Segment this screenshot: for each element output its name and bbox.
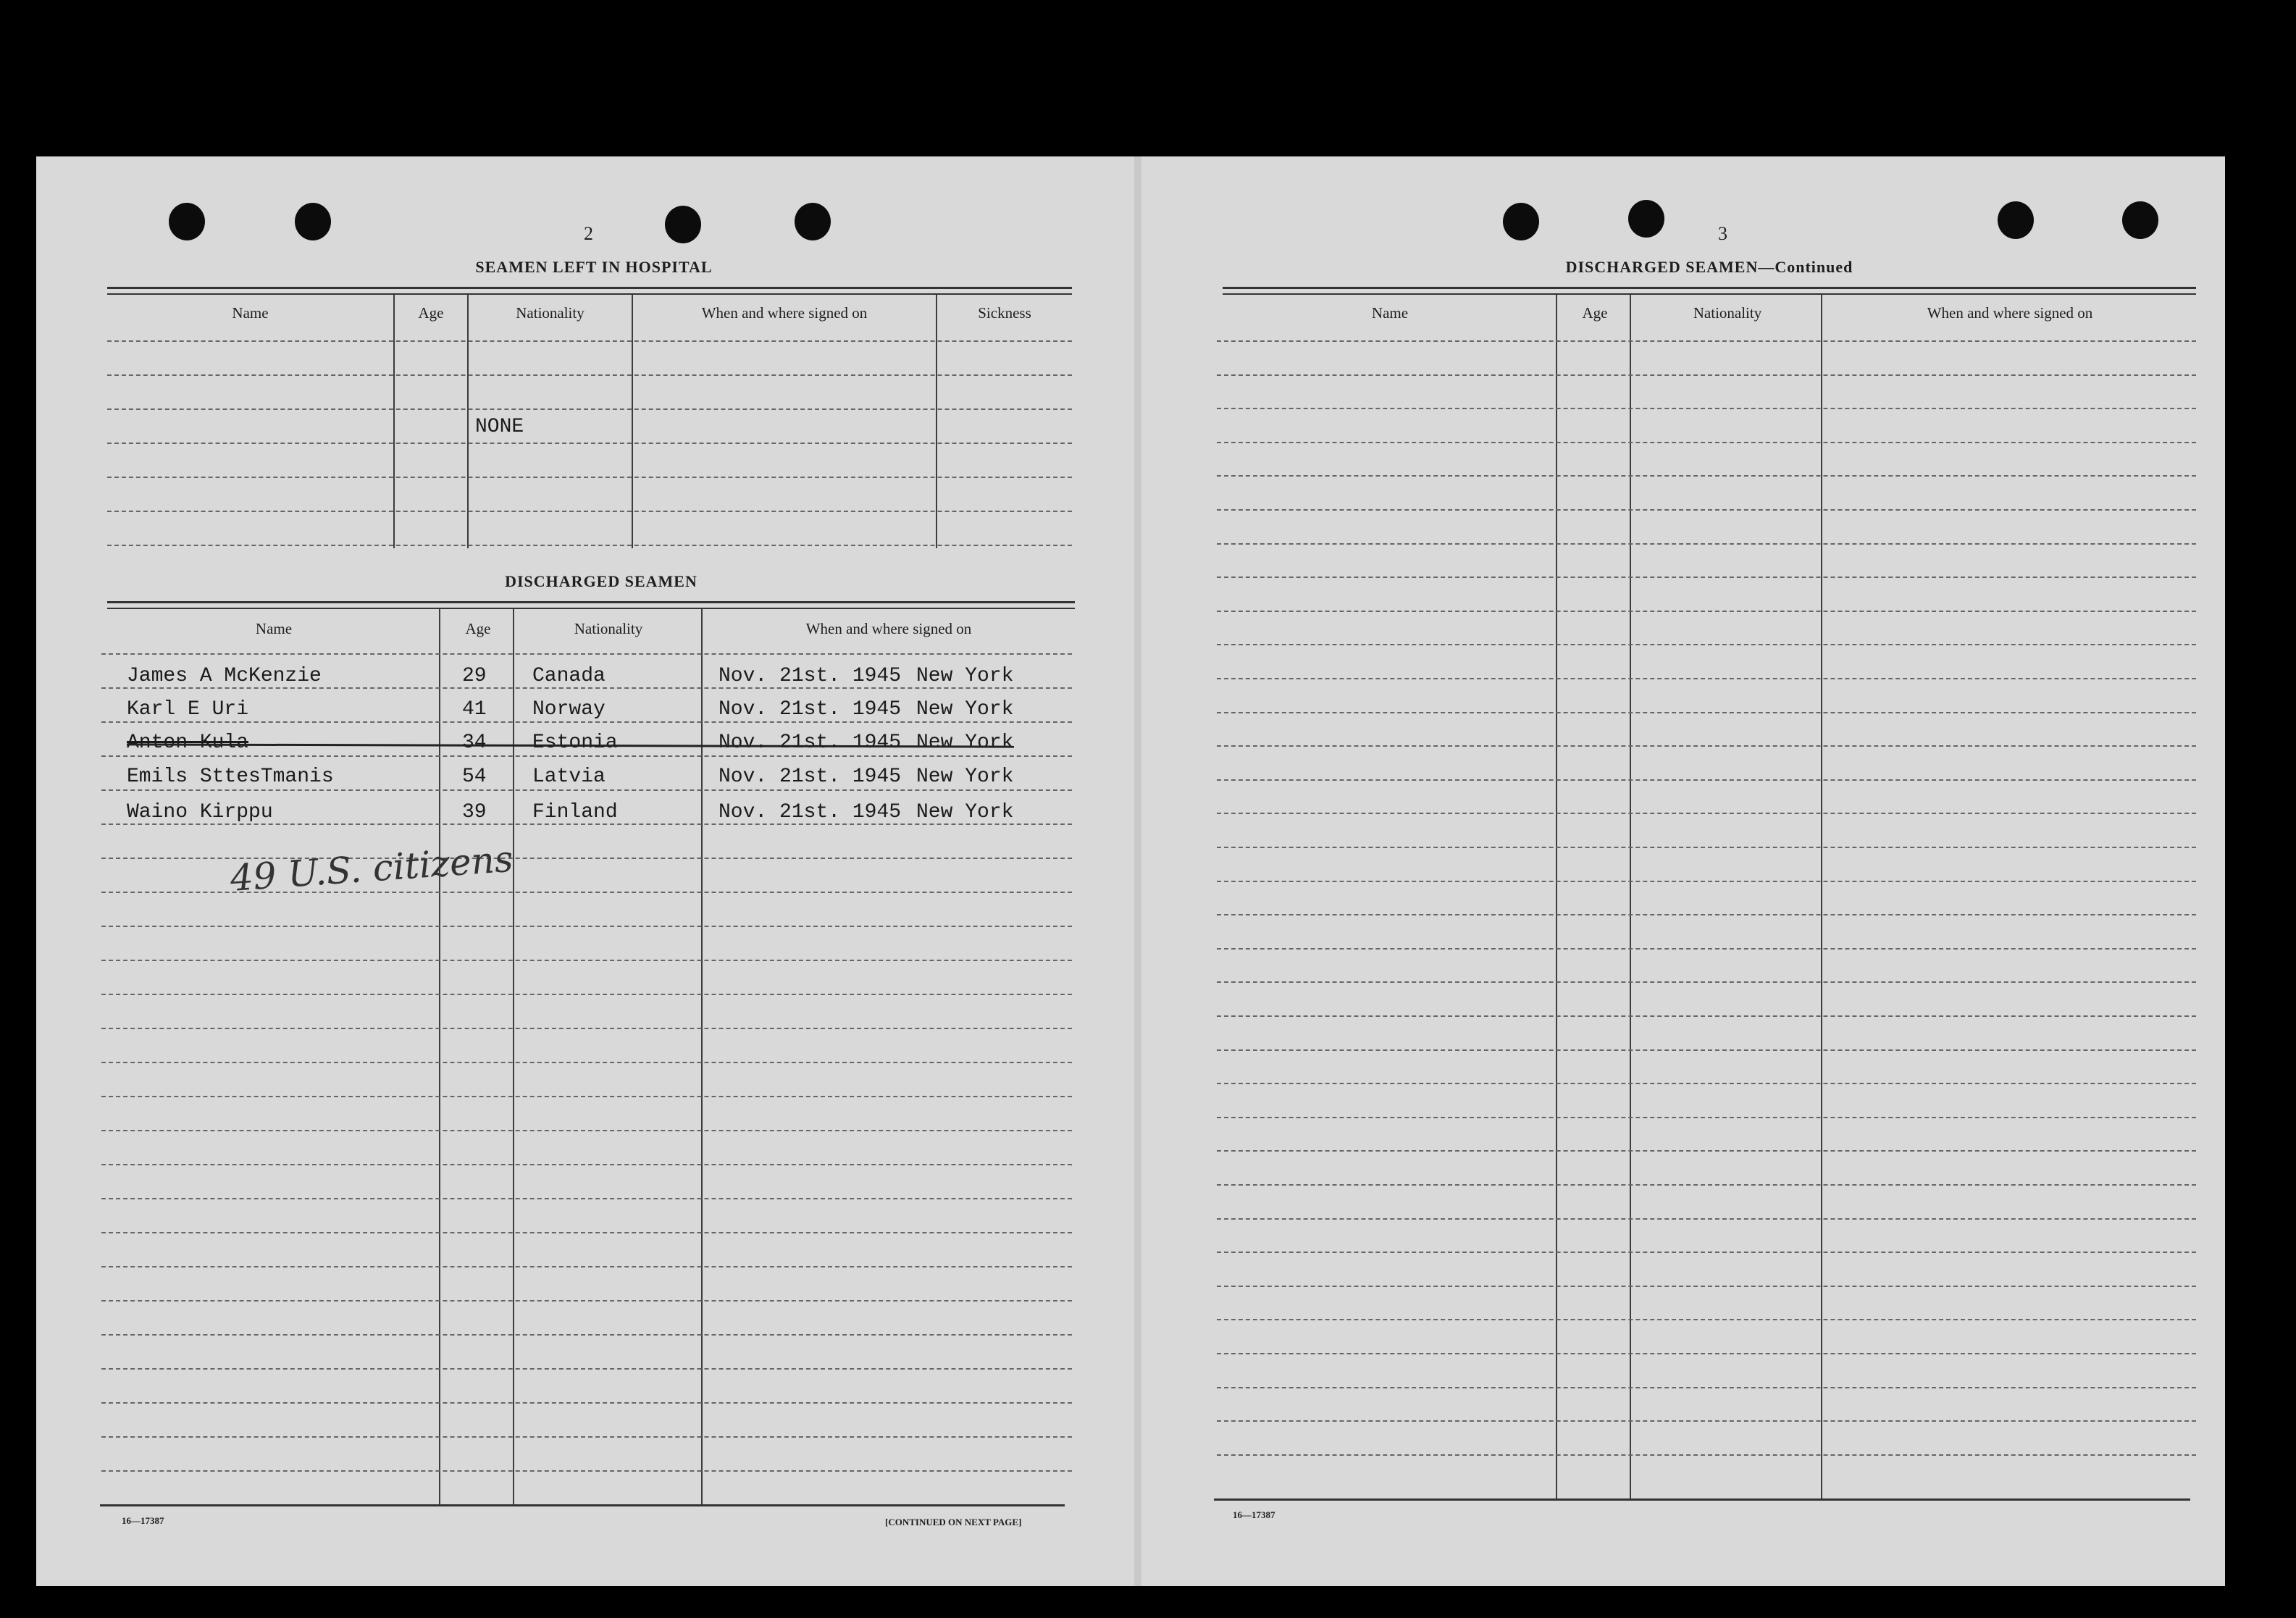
form-number: 16—17387	[1233, 1509, 1275, 1520]
row-rule	[101, 755, 1072, 757]
row-rule	[101, 1470, 1072, 1472]
row-rule	[1217, 745, 2196, 747]
column-header: Sickness	[978, 304, 1031, 322]
row-rule	[1217, 1083, 2196, 1084]
rule	[100, 1504, 1065, 1506]
row-rule	[1217, 1454, 2196, 1456]
row-rule	[101, 926, 1072, 927]
row-rule	[101, 1368, 1072, 1370]
column-header: Name	[1371, 304, 1409, 322]
rule	[1223, 293, 2196, 295]
row-rule	[107, 408, 1072, 410]
row-rule	[101, 1130, 1072, 1131]
seaman-age: 41	[462, 698, 487, 721]
signed-on-date: Nov. 21st. 1945	[718, 698, 902, 721]
row-rule	[107, 443, 1072, 444]
signed-on-place: New York	[916, 665, 1014, 687]
row-rule	[1217, 340, 2196, 342]
row-rule	[101, 823, 1072, 825]
row-rule	[107, 340, 1072, 342]
row-rule	[1217, 611, 2196, 612]
column-header: Nationality	[1693, 304, 1762, 322]
row-rule	[1217, 577, 2196, 578]
row-rule	[107, 374, 1072, 376]
page-number: 2	[584, 223, 593, 244]
seaman-name: Karl E Uri	[127, 698, 249, 721]
seaman-nationality: Canada	[532, 665, 606, 687]
rule	[107, 601, 1075, 603]
row-rule	[101, 1334, 1072, 1336]
row-rule	[101, 687, 1072, 689]
row-rule	[1217, 1353, 2196, 1354]
signed-on-place: New York	[916, 732, 1014, 754]
seaman-nationality: Latvia	[532, 766, 606, 788]
seaman-nationality: Estonia	[532, 732, 618, 754]
column-header: Nationality	[516, 304, 585, 322]
rule	[1214, 1498, 2190, 1501]
seaman-name: Anton Kula	[127, 732, 249, 754]
seaman-age: 29	[462, 665, 487, 687]
seaman-name: James A McKenzie	[127, 665, 322, 687]
column-header: When and where signed on	[701, 304, 868, 322]
column-header: Name	[255, 620, 293, 637]
row-rule	[1217, 1218, 2196, 1220]
row-rule	[1217, 442, 2196, 443]
punch-hole	[795, 203, 831, 240]
signed-on-place: New York	[916, 801, 1014, 823]
seaman-nationality: Finland	[532, 801, 618, 823]
column-header: Name	[232, 304, 269, 322]
section-title: DISCHARGED SEAMEN—Continued	[1565, 258, 1853, 276]
row-rule	[101, 789, 1072, 791]
row-rule	[1217, 1420, 2196, 1422]
row-rule	[1217, 678, 2196, 679]
column-header: Nationality	[574, 620, 643, 637]
signed-on-place: New York	[916, 698, 1014, 721]
seaman-name: Waino Kirppu	[127, 801, 273, 823]
row-rule	[101, 1028, 1072, 1029]
row-rule	[1217, 408, 2196, 409]
row-rule	[107, 545, 1072, 546]
row-rule	[1217, 644, 2196, 645]
row-rule	[1217, 914, 2196, 915]
row-rule	[1217, 1015, 2196, 1017]
row-rule	[101, 1096, 1072, 1097]
column-rule	[513, 609, 514, 1505]
row-rule	[1217, 509, 2196, 511]
row-rule	[101, 1232, 1072, 1233]
row-rule	[101, 994, 1072, 995]
signed-on-place: New York	[916, 766, 1014, 788]
column-rule	[701, 609, 703, 1505]
column-header: Age	[1582, 304, 1608, 322]
row-rule	[1217, 374, 2196, 376]
row-rule	[1217, 1049, 2196, 1051]
punch-hole	[1998, 201, 2034, 239]
row-rule	[101, 1164, 1072, 1165]
column-header: Age	[465, 620, 491, 637]
row-rule	[101, 1300, 1072, 1301]
row-rule	[1217, 847, 2196, 848]
row-rule	[101, 1402, 1072, 1404]
continued-note: [CONTINUED ON NEXT PAGE]	[885, 1517, 1022, 1527]
form-number: 16—17387	[122, 1515, 164, 1526]
row-rule	[1217, 1319, 2196, 1320]
none-entry: NONE	[475, 416, 524, 438]
row-rule	[101, 721, 1072, 723]
row-rule	[1217, 813, 2196, 814]
rule	[107, 287, 1072, 289]
row-rule	[101, 1062, 1072, 1063]
rule	[107, 608, 1075, 609]
seaman-nationality: Norway	[532, 698, 606, 721]
handwritten-note: 49 U.S. citizens	[228, 837, 515, 900]
punch-hole	[169, 203, 205, 240]
column-header: When and where signed on	[1927, 304, 2093, 322]
punch-hole	[2122, 201, 2158, 239]
row-rule	[1217, 543, 2196, 545]
row-rule	[1217, 948, 2196, 950]
column-header: When and where signed on	[805, 620, 972, 637]
section-title: SEAMEN LEFT IN HOSPITAL	[475, 258, 713, 276]
row-rule	[1217, 712, 2196, 713]
row-rule	[107, 477, 1072, 478]
seaman-age: 39	[462, 801, 487, 823]
punch-hole	[295, 203, 331, 240]
row-rule	[101, 653, 1072, 655]
signed-on-date: Nov. 21st. 1945	[718, 665, 902, 687]
signed-on-date: Nov. 21st. 1945	[718, 766, 902, 788]
row-rule	[107, 511, 1072, 512]
row-rule	[101, 1436, 1072, 1438]
row-rule	[1217, 1252, 2196, 1253]
signed-on-date: Nov. 21st. 1945	[718, 801, 902, 823]
seaman-age: 34	[462, 732, 487, 754]
punch-hole	[665, 206, 701, 243]
seaman-name: Emils SttesTmanis	[127, 766, 334, 788]
row-rule	[1217, 881, 2196, 882]
row-rule	[1217, 1184, 2196, 1186]
row-rule	[1217, 1387, 2196, 1388]
row-rule	[1217, 1286, 2196, 1287]
section-title: DISCHARGED SEAMEN	[505, 572, 697, 590]
row-rule	[1217, 981, 2196, 983]
rule	[1223, 287, 2196, 289]
page-fold	[1134, 156, 1141, 1586]
row-rule	[1217, 779, 2196, 781]
row-rule	[101, 1266, 1072, 1267]
punch-hole	[1628, 200, 1664, 238]
row-rule	[1217, 475, 2196, 477]
row-rule	[101, 960, 1072, 961]
rule	[107, 293, 1072, 295]
row-rule	[101, 1198, 1072, 1199]
seaman-age: 54	[462, 766, 487, 788]
row-rule	[1217, 1150, 2196, 1152]
column-header: Age	[418, 304, 444, 322]
page-number: 3	[1718, 223, 1727, 244]
punch-hole	[1503, 203, 1539, 240]
signed-on-date: Nov. 21st. 1945	[718, 732, 902, 754]
row-rule	[1217, 1117, 2196, 1118]
